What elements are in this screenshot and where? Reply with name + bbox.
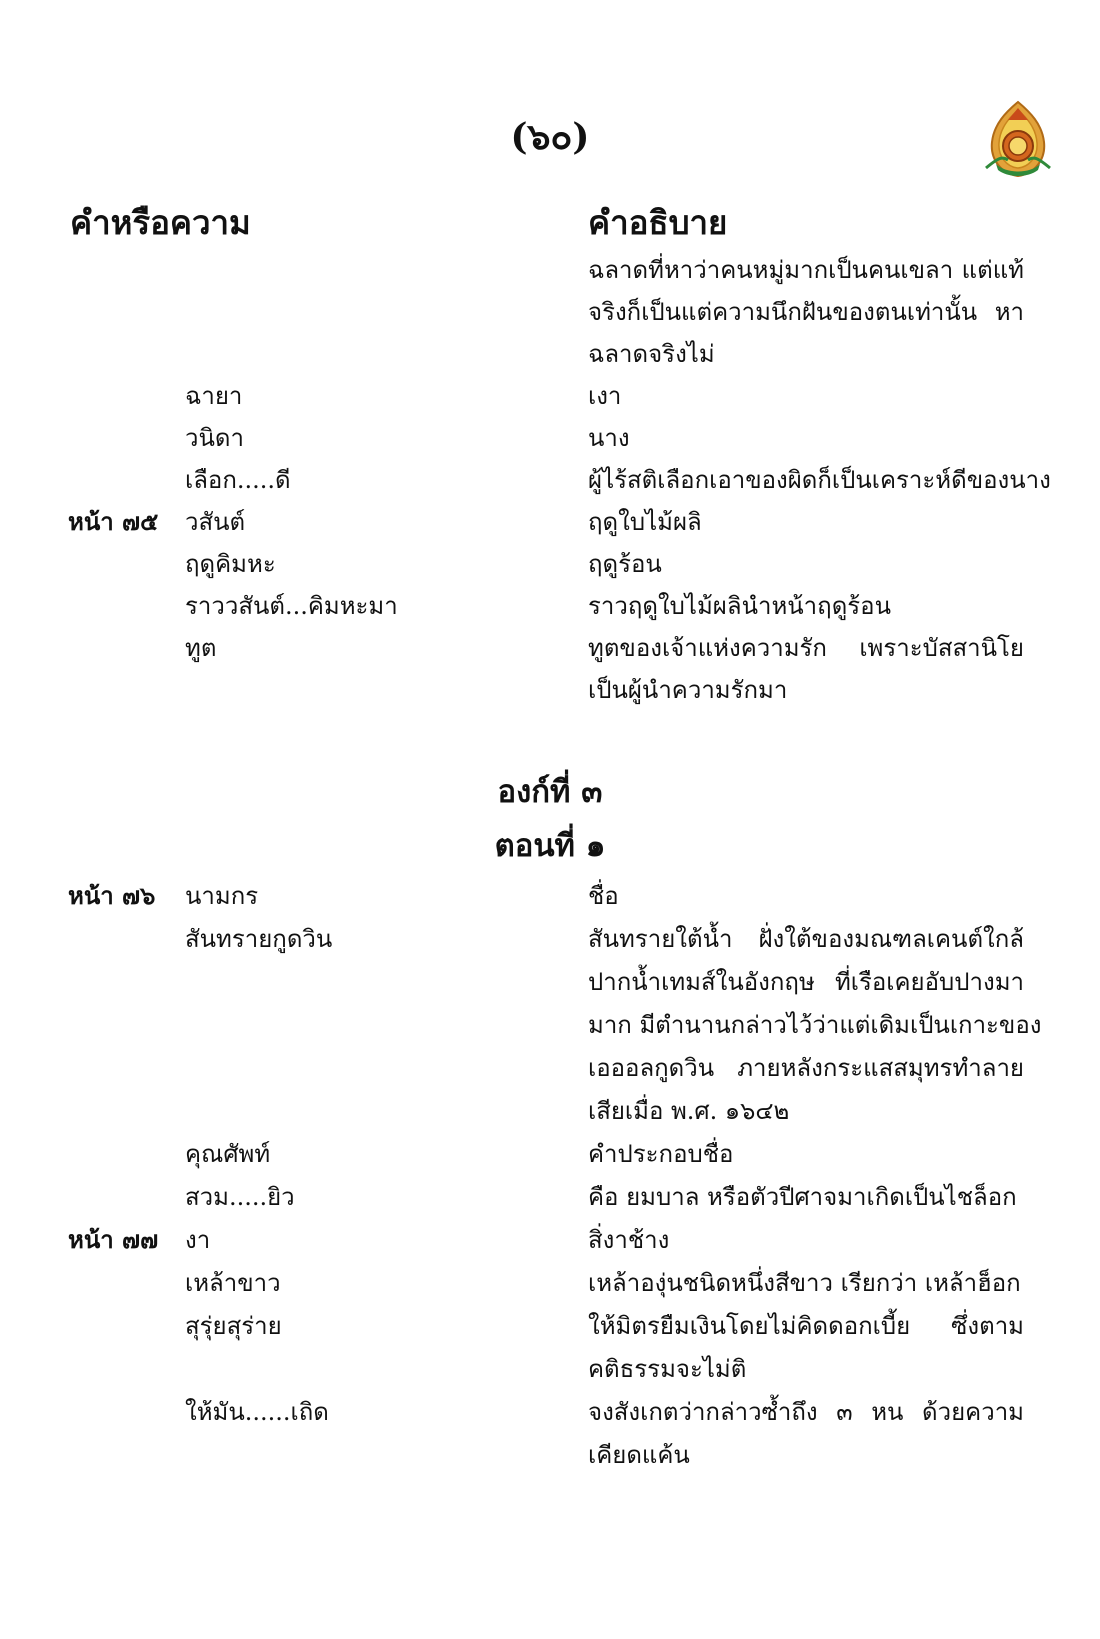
term-column-header: คำหรือความ	[70, 203, 251, 242]
entry-row	[0, 1135, 1100, 1173]
explanation-line: ให้มิตรยืมเงินโดยไม่คิดดอกเบี้ย ซึ่งตาม	[588, 1312, 1024, 1340]
explanation-line: นาง	[588, 424, 630, 452]
entry-row	[0, 1307, 1100, 1345]
entry-row	[0, 1350, 1100, 1388]
explanation-line: ฉลาดจริงไม่	[588, 340, 715, 368]
term: สวม.....ยิว	[185, 1183, 295, 1211]
explanation-line: สิ่งาช้าง	[588, 1226, 670, 1254]
entry-row	[0, 251, 1100, 289]
entry-row	[0, 587, 1100, 625]
term: เลือก.....ดี	[185, 466, 291, 494]
explanation-line: ฉลาดที่หาว่าคนหมู่มากเป็นคนเขลา แต่แท้	[588, 256, 1024, 284]
page-number: (๖๐)	[510, 116, 590, 158]
explanation-line: เหล้าองุ่นชนิดหนึ่งสีขาว เรียกว่า เหล้าฮ็อก	[588, 1269, 1021, 1297]
explanation-line: มาก มีตำนานกล่าวไว้ว่าแต่เดิมเป็นเกาะของ	[588, 1011, 1042, 1039]
term: วสันต์	[185, 508, 246, 536]
explanation-line: คำประกอบชื่อ	[588, 1140, 734, 1168]
entry-row	[0, 461, 1100, 499]
entry-row	[0, 920, 1100, 958]
term: ทูต	[185, 634, 217, 662]
entry-row	[0, 293, 1100, 331]
entry-row	[0, 419, 1100, 457]
entry-row	[0, 1436, 1100, 1474]
page-reference: หน้า ๗๕	[68, 507, 159, 536]
explanation-line: ชื่อ	[588, 882, 619, 910]
term: ราววสันต์...คิมหะมา	[185, 592, 398, 620]
explanation-line: จริงก็เป็นแต่ความนึกฝันของตนเท่านั้น หา	[588, 298, 1024, 326]
explanation-line: ราวฤดูใบไม้ผลินำหน้าฤดูร้อน	[588, 592, 891, 620]
entry-row	[0, 629, 1100, 667]
entry-row	[0, 963, 1100, 1001]
explanation-line: คือ ยมบาล หรือตัวปีศาจมาเกิดเป็นไชล็อก	[588, 1183, 1017, 1211]
entry-row	[0, 1006, 1100, 1044]
page-reference: หน้า ๗๖	[68, 881, 156, 910]
term: เหล้าขาว	[185, 1269, 281, 1297]
explanation-line: คติธรรมจะไม่ติ	[588, 1355, 747, 1383]
entry-row	[0, 503, 1100, 541]
explanation-line: เอออลกูดวิน ภายหลังกระแสสมุทรทำลาย	[588, 1054, 1024, 1082]
entry-row	[0, 1264, 1100, 1302]
entry-row	[0, 377, 1100, 415]
ministry-emblem-logo	[978, 98, 1058, 180]
explanation-line: ฤดูร้อน	[588, 550, 662, 578]
explanation-column-header: คำอธิบาย	[588, 203, 728, 242]
term: นามกร	[185, 882, 259, 910]
explanation-line: เคียดแค้น	[588, 1441, 690, 1469]
explanation-line: เป็นผู้นำความรักมา	[588, 676, 788, 704]
term: งา	[185, 1226, 211, 1254]
term: สุรุ่ยสุร่าย	[185, 1312, 282, 1340]
entry-row	[0, 877, 1100, 915]
entry-row	[0, 1092, 1100, 1130]
term: คุณศัพท์	[185, 1140, 271, 1168]
explanation-line: ปากน้ำเทมส์ในอังกฤษ ที่เรือเคยอับปางมา	[588, 968, 1024, 996]
explanation-line: จงสังเกตว่ากล่าวซ้ำถึง ๓ หน ด้วยความ	[588, 1398, 1024, 1426]
explanation-line: ทูตของเจ้าแห่งความรัก เพราะบัสสานิโย	[588, 634, 1024, 662]
term: ให้มัน......เถิด	[185, 1398, 329, 1426]
entry-row	[0, 1393, 1100, 1431]
act-heading: องก์ที่ ๓	[497, 774, 603, 810]
entry-row	[0, 1221, 1100, 1259]
explanation-line: เงา	[588, 382, 622, 410]
explanation-line: เสียเมื่อ พ.ศ. ๑๖๔๒	[588, 1097, 790, 1125]
explanation-line: ผู้ไร้สติเลือกเอาของผิดก็เป็นเคราะห์ดีของนาง	[588, 466, 1051, 494]
page-reference: หน้า ๗๗	[68, 1225, 159, 1254]
term: ฉายา	[185, 382, 243, 410]
term: ฤดูคิมหะ	[185, 550, 276, 578]
entry-row	[0, 335, 1100, 373]
term: วนิดา	[185, 424, 244, 452]
entry-row	[0, 545, 1100, 583]
term: สันทรายกูดวิน	[185, 925, 333, 953]
entry-row	[0, 1049, 1100, 1087]
scene-heading: ตอนที่ ๑	[494, 828, 606, 864]
entry-row	[0, 1178, 1100, 1216]
explanation-line: สันทรายใต้น้ำ ฝั่งใต้ของมณฑลเคนต์ใกล้	[588, 925, 1024, 953]
entry-row	[0, 671, 1100, 709]
explanation-line: ฤดูใบไม้ผลิ	[588, 508, 702, 536]
